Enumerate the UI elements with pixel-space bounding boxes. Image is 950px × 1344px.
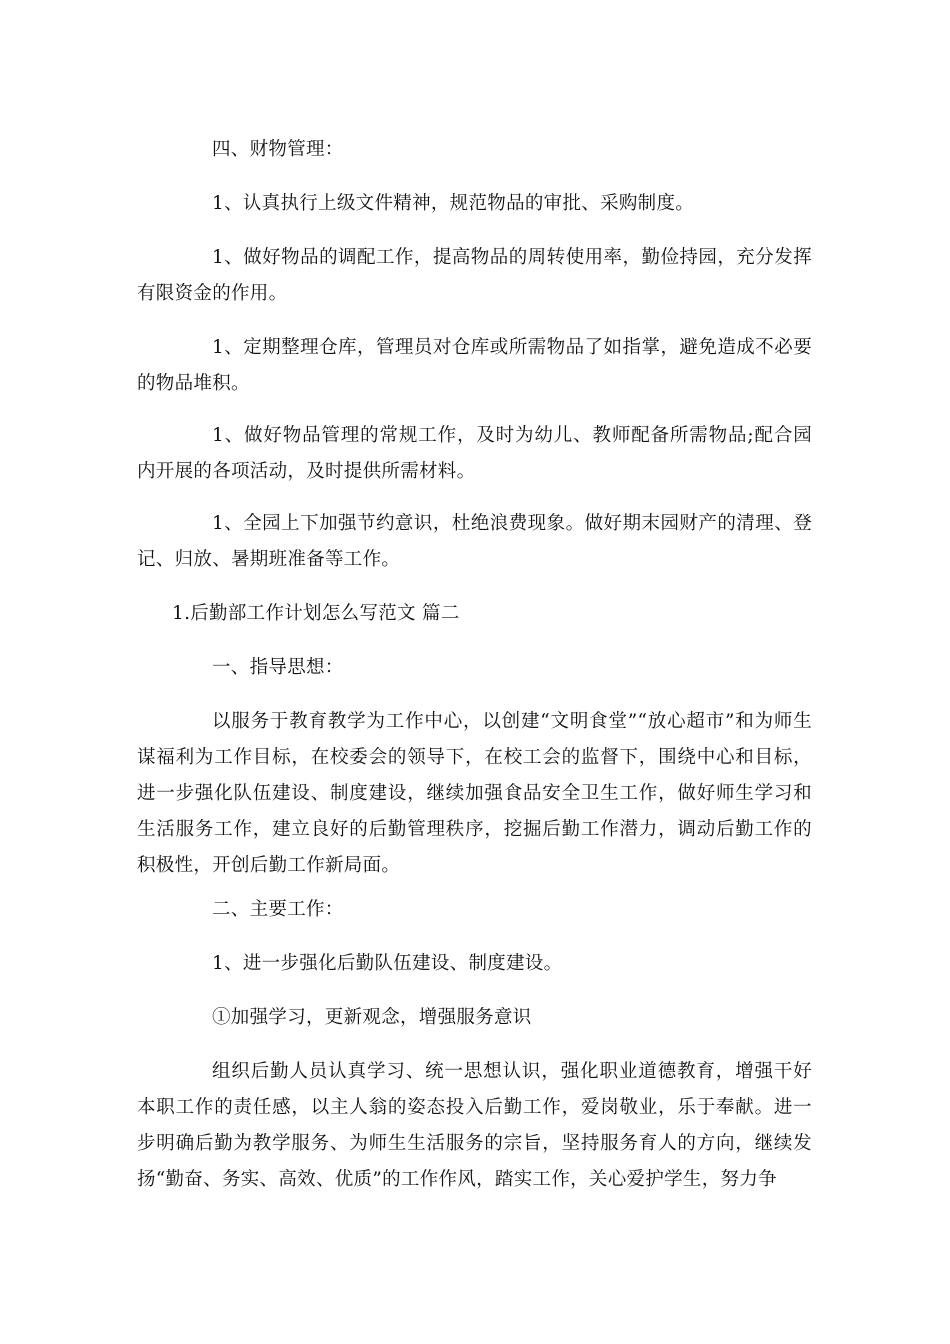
section-heading-finance: 四、财物管理： bbox=[212, 139, 344, 160]
article-title: 1.后勤部工作计划怎么写范文 篇二 bbox=[172, 603, 460, 624]
paragraph-allocation: 1、做好物品的调配工作，提高物品的周转使用率，勤俭持园，充分发挥有限资金的作用。 bbox=[137, 247, 812, 304]
paragraph-guidance: 以服务于教育教学为工作中心，以创建“文明食堂”“放心超市”和为师生谋福利为工作目标，在校委会的领导下，在校工会的监督下，围绕中心和目标，进一步强化队伍建设、制度建设，继续加强食品安全卫生工作，做好师生学习和生活服务工作，建立良好的后勤管理秩序，挖掘后勤工作潜力，调动后勤工作的积极性，开创后勤工作新局面。 bbox=[137, 711, 812, 876]
paragraph-saving: 1、全园上下加强节约意识，杜绝浪费现象。做好期末园财产的清理、登记、归放、暑期班准备等工作。 bbox=[137, 513, 812, 570]
paragraph-routine: 1、做好物品管理的常规工作，及时为幼儿、教师配备所需物品;配合园内开展的各项活动，及时提供所需材料。 bbox=[137, 425, 812, 482]
paragraph-warehouse: 1、定期整理仓库，管理员对仓库或所需物品了如指掌，避免造成不必要的物品堆积。 bbox=[137, 337, 812, 394]
paragraph-organize-learning: 组织后勤人员认真学习、统一思想认识，强化职业道德教育，增强干好本职工作的责任感，以主人翁的姿态投入后勤工作，爱岗敬业，乐于奉献。进一步明确后勤为教学服务、为师生生活服务的宗旨，坚持服务育人的方向，继续发扬“勤奋、务实、高效、优质”的工作作风，踏实工作，关心爱护学生，努力争 bbox=[137, 1061, 812, 1190]
section-heading-main-work: 二、主要工作： bbox=[212, 899, 344, 920]
paragraph-team-building: 1、进一步强化后勤队伍建设、制度建设。 bbox=[212, 953, 563, 974]
section-heading-guidance: 一、指导思想： bbox=[212, 657, 344, 678]
paragraph-procurement: 1、认真执行上级文件精神，规范物品的审批、采购制度。 bbox=[212, 193, 695, 214]
subheading-learning: ①加强学习，更新观念，增强服务意识 bbox=[212, 1007, 532, 1028]
